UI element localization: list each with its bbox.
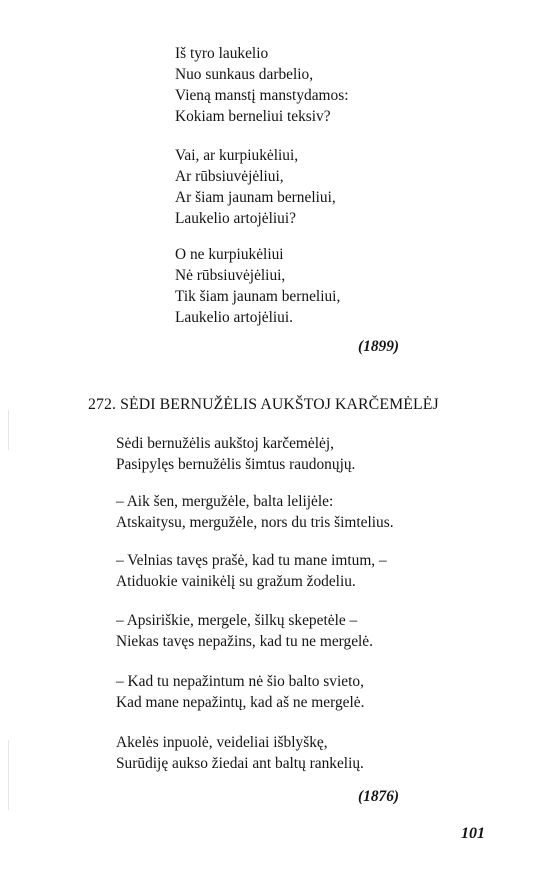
- verse-line: O ne kurpiukėliui: [175, 246, 284, 263]
- page-edge-shadow: [8, 410, 9, 450]
- verse-line: Ar rūbsiuvėjėliui,: [175, 168, 284, 185]
- verse-line: Vieną manstį manstydamos:: [175, 87, 349, 104]
- verse-line: Vai, ar kurpiukėliui,: [175, 147, 299, 164]
- verse-line: Nuo sunkaus darbelio,: [175, 66, 314, 83]
- verse-line: – Apsiriškie, mergele, šilkų skepetėle –: [116, 612, 358, 629]
- verse-line: Laukelio artojėliui.: [175, 309, 293, 326]
- verse-line: Kokiam berneliui teksiv?: [175, 108, 331, 125]
- verse-line: – Velnias tavęs prašė, kad tu mane imtum, –: [116, 552, 387, 569]
- page-edge-shadow: [8, 740, 9, 810]
- poem-date: (1899): [358, 338, 400, 355]
- page-number: 101: [461, 825, 485, 842]
- verse-line: Sėdi bernužėlis aukštoj karčemėlėj,: [116, 435, 334, 452]
- poem-heading: 272. SĖDI BERNUŽĖLIS AUKŠTOJ KARČEMĖLĖJ: [88, 396, 439, 413]
- verse-line: Pasipylęs bernužėlis šimtus raudonųjų.: [116, 456, 356, 473]
- verse-line: Niekas tavęs nepažins, kad tu ne mergelė.: [116, 633, 373, 650]
- verse-line: Atskaitysu, mergužėle, nors du tris šimtelius.: [116, 514, 394, 531]
- verse-line: Tik šiam jaunam berneliui,: [175, 288, 341, 305]
- verse-line: Surūdiję aukso žiedai ant baltų rankelių.: [116, 755, 364, 772]
- verse-line: Kad mane nepažintų, kad aš ne mergelė.: [116, 694, 365, 711]
- verse-line: Iš tyro laukelio: [175, 45, 269, 62]
- verse-line: Akelės inpuolė, veideliai išblyškę,: [116, 734, 328, 751]
- verse-line: – Kad tu nepažintum nė šio balto svieto,: [116, 673, 364, 690]
- poem-date: (1876): [358, 788, 400, 805]
- verse-line: Ar šiam jaunam berneliui,: [175, 189, 336, 206]
- verse-line: – Aik šen, mergužėle, balta lelijėle:: [116, 493, 334, 510]
- verse-line: Laukelio artojėliui?: [175, 210, 296, 227]
- verse-line: Atiduokie vainikėlį su gražum žodeliu.: [116, 573, 356, 590]
- verse-line: Nė rūbsiuvėjėliui,: [175, 267, 286, 284]
